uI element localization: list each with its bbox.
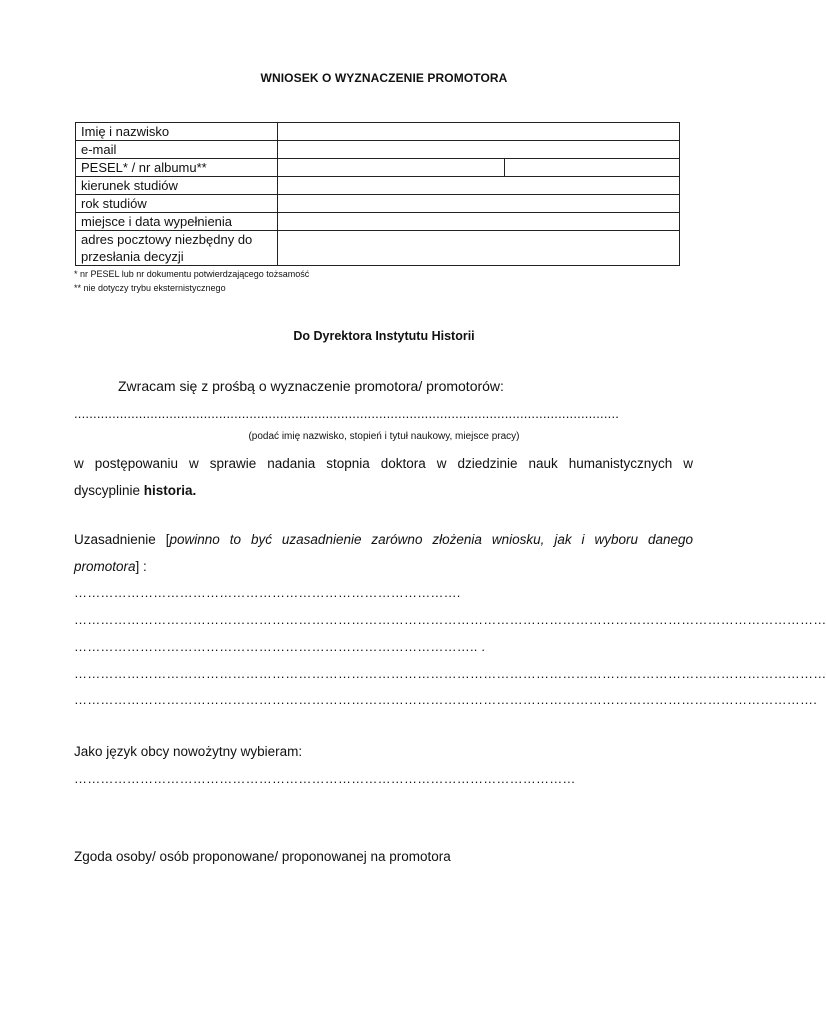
email-field[interactable] xyxy=(278,141,680,159)
row-label-pesel: PESEL* / nr albumu** xyxy=(76,159,278,177)
footnote-album: ** nie dotyczy trybu eksternistycznego xyxy=(74,283,226,293)
supervisor-dotted-line[interactable]: ............................................................................................................................................... xyxy=(74,406,620,421)
justification-dotted-line-3[interactable]: ……………………………………………………………………………….. . xyxy=(74,639,486,654)
row-label-field-of-study: kierunek studiów xyxy=(76,177,278,195)
justification-dotted-line-1[interactable]: ……………………………………………………………………………. xyxy=(74,585,461,600)
table-row xyxy=(76,159,680,177)
document-title: WNIOSEK O WYZNACZENIE PROMOTORA xyxy=(260,71,508,85)
justification-instruction-1: powinno to być uzasadnienie zarówno złożenia wniosku, jak i wyboru danego xyxy=(169,532,694,547)
place-date-field[interactable] xyxy=(278,213,680,231)
addressee-heading: Do Dyrektora Instytutu Historii xyxy=(293,329,475,343)
table-row xyxy=(76,141,680,159)
table-row xyxy=(76,123,680,141)
supervisor-hint: (podać imię nazwisko, stopień i tytuł naukowy, miejsce pracy) xyxy=(248,431,520,442)
row-label-name: Imię i nazwisko xyxy=(76,123,278,141)
address-label-line2: przesłania decyzji xyxy=(81,249,184,264)
applicant-info-table xyxy=(75,122,680,266)
justification-line-1 xyxy=(74,526,693,553)
language-label: Jako język obcy nowożytny wybieram: xyxy=(74,744,303,759)
proceeding-line-1: w postępowaniu w sprawie nadania stopnia doktora w dziedzinie nauk humanistycznych w xyxy=(74,456,693,471)
proceeding-paragraph xyxy=(74,450,693,504)
row-label-place-date: miejsce i data wypełnienia xyxy=(76,213,278,231)
table-row xyxy=(76,195,680,213)
field-of-study-field[interactable] xyxy=(278,177,680,195)
footnote-pesel: * nr PESEL lub nr dokumentu potwierdzającego tożsamość xyxy=(74,269,310,279)
table-row xyxy=(76,231,680,266)
discipline-name: historia. xyxy=(143,483,197,498)
justification-dotted-line-4[interactable]: ……………………………………………………………………………………………………………………………………………………… xyxy=(74,666,826,681)
proceeding-prefix: dyscyplinie xyxy=(74,483,144,498)
justification-instruction-2: promotora xyxy=(74,559,136,574)
justification-dotted-line-2[interactable]: ……………………………………………………………………………………………………………………………………………………… xyxy=(74,612,826,627)
address-label-line1: adres pocztowy niezbędny do xyxy=(81,232,253,247)
postal-address-field[interactable] xyxy=(278,231,680,266)
year-of-study-field[interactable] xyxy=(278,195,680,213)
row-label-address xyxy=(76,231,278,266)
justification-suffix: ] : xyxy=(135,559,147,574)
justification-label: Uzasadnienie [ xyxy=(74,532,170,547)
name-field[interactable] xyxy=(278,123,680,141)
justification-dotted-line-5[interactable]: ……………………………………………………………………………………………………………………………………………………. xyxy=(74,692,818,707)
language-dotted-line[interactable]: …………………………………………………………………………………………………… xyxy=(74,771,576,786)
row-label-email: e-mail xyxy=(76,141,278,159)
album-number-field[interactable] xyxy=(505,159,680,177)
pesel-field[interactable] xyxy=(278,159,505,177)
row-label-year: rok studiów xyxy=(76,195,278,213)
request-text: Zwracam się z prośbą o wyznaczenie promotora/ promotorów: xyxy=(118,378,504,394)
consent-label: Zgoda osoby/ osób proponowane/ proponowanej na promotora xyxy=(74,849,451,864)
justification-paragraph xyxy=(74,526,693,580)
table-row xyxy=(76,177,680,195)
table-row xyxy=(76,213,680,231)
